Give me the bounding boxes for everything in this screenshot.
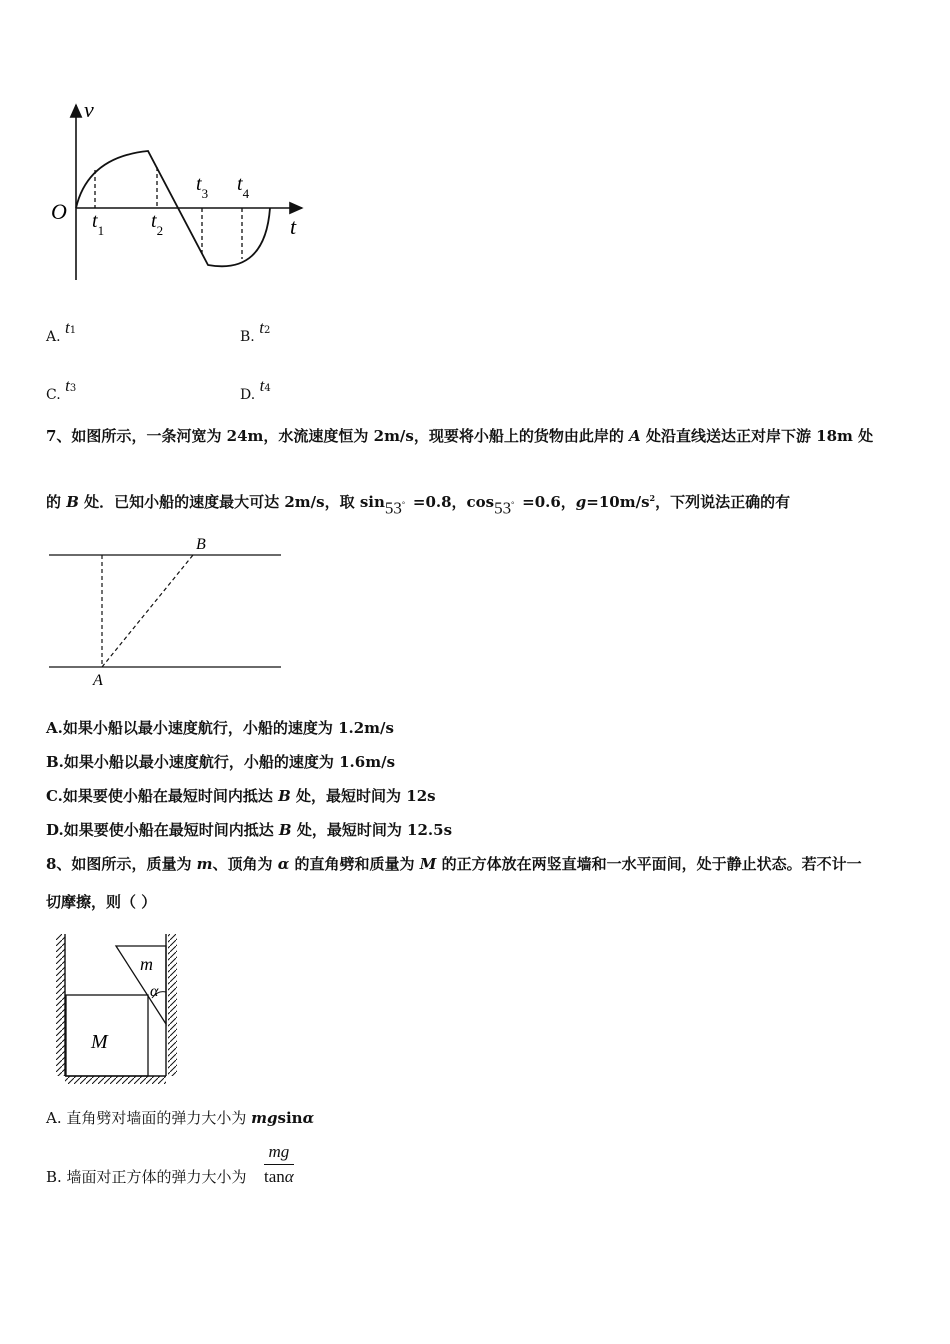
t4-label: $t_4$: [237, 173, 250, 201]
alpha-label: α: [150, 983, 159, 1000]
q7-text: 的: [46, 493, 67, 511]
wedge-cube-figure: [50, 928, 190, 1088]
point-b-label: B: [196, 536, 206, 553]
q8-line1: [46, 854, 862, 874]
q6-option-d[interactable]: [240, 376, 271, 403]
option-var: B: [278, 787, 291, 805]
right-wall-hatch: [168, 934, 177, 1076]
q7-var-a: A: [629, 427, 641, 445]
q8-text: 的正方体放在两竖直墙和一水平面间，处于静止状态。若不计一: [436, 855, 862, 873]
option-alpha: α: [302, 1109, 315, 1127]
option-letter: C.: [46, 387, 61, 403]
q8-line2: 切摩擦，则（ ）: [46, 893, 157, 911]
sin-angle: 53°: [384, 498, 406, 518]
q8-var-bigm: M: [419, 855, 437, 873]
q7-text: =10m/s: [586, 493, 650, 511]
option-expr: mg: [251, 1109, 278, 1127]
option-fn: sin: [277, 1109, 303, 1127]
option-letter: B.: [240, 329, 255, 345]
option-text: 处，最短时间为 12s: [290, 787, 436, 805]
option-text: C.如果要使小船在最短时间内抵达: [46, 787, 279, 805]
option-text: A.如果小船以最小速度航行，小船的速度为 1.2m/s: [46, 719, 394, 737]
q7-text: =0.6，: [522, 493, 576, 511]
q7-option-c[interactable]: [46, 786, 436, 806]
q7-text: =0.8，cos: [412, 493, 495, 511]
cube-mass-label: M: [91, 1031, 108, 1053]
option-var: t: [259, 376, 265, 395]
q8-option-a[interactable]: [46, 1108, 314, 1128]
q7-option-d[interactable]: [46, 820, 452, 840]
q7-text: 处沿直线送达正对岸下游 18m 处: [640, 427, 874, 445]
vt-graph-figure: [40, 95, 320, 285]
q7-text: 7、如图所示，一条河宽为 24m，水流速度恒为 2m/s，现要将小船上的货物由此岸的: [46, 427, 630, 445]
point-a-label: A: [93, 672, 103, 689]
option-var: B: [278, 821, 292, 839]
q7-option-b[interactable]: [46, 752, 395, 772]
river-figure: [45, 530, 290, 690]
option-var: t: [259, 318, 264, 337]
origin-label: O: [51, 199, 67, 224]
q8-option-b-fraction: [264, 1142, 294, 1187]
option-text: 处，最短时间为 12.5s: [291, 821, 453, 839]
q7-line2: [46, 488, 791, 518]
fraction-denominator: tanα: [264, 1167, 294, 1186]
q7-text: ，下列说法正确的有: [655, 493, 791, 511]
t2-label: $t_2$: [151, 210, 164, 238]
q7-text: 处．已知小船的速度最大可达 2m/s，取 sin: [78, 493, 385, 511]
v-axis-label: v: [84, 97, 94, 122]
q7-option-a[interactable]: [46, 718, 394, 738]
cos-angle: 53°: [494, 498, 515, 518]
path-dash: [102, 555, 193, 667]
q8-text: 8、如图所示，质量为: [46, 855, 197, 873]
option-text: B. 墙面对正方体的弹力大小为: [46, 1168, 247, 1186]
q8-var-m: m: [196, 855, 213, 873]
q7-line1: [46, 426, 873, 446]
q7-var-g: g: [575, 493, 587, 511]
q8-var-alpha: α: [277, 855, 290, 873]
t-axis-label: t: [290, 214, 297, 239]
wedge-mass-label: m: [140, 954, 153, 974]
option-letter: A.: [46, 329, 61, 345]
q6-option-b[interactable]: [240, 318, 271, 345]
option-text: D.如果要使小船在最短时间内抵达: [46, 821, 279, 839]
q8-text: 的直角劈和质量为: [289, 855, 420, 873]
option-sub: 3: [69, 383, 77, 394]
left-wall-hatch: [56, 934, 65, 1076]
t1-label: $t_1$: [92, 210, 105, 238]
q8-text: 、顶角为: [212, 855, 278, 873]
option-var: t: [65, 318, 70, 337]
q7-sup: 2: [649, 493, 656, 503]
option-text: A. 直角劈对墙面的弹力大小为: [46, 1109, 252, 1127]
option-sub: 1: [69, 325, 77, 336]
q6-option-c[interactable]: [46, 376, 77, 403]
option-letter: D.: [240, 387, 256, 403]
option-sub: 4: [264, 383, 271, 394]
option-text: B.如果小船以最小速度航行，小船的速度为 1.6m/s: [46, 753, 396, 771]
q8-option-b[interactable]: [46, 1167, 247, 1187]
t3-label: $t_3$: [196, 173, 209, 201]
floor-hatch: [65, 1076, 166, 1084]
fraction-numerator: mg: [264, 1142, 294, 1165]
q7-var-b: B: [66, 493, 79, 511]
option-sub: 2: [263, 325, 271, 336]
option-var: t: [65, 376, 70, 395]
q6-option-a[interactable]: [46, 318, 77, 345]
